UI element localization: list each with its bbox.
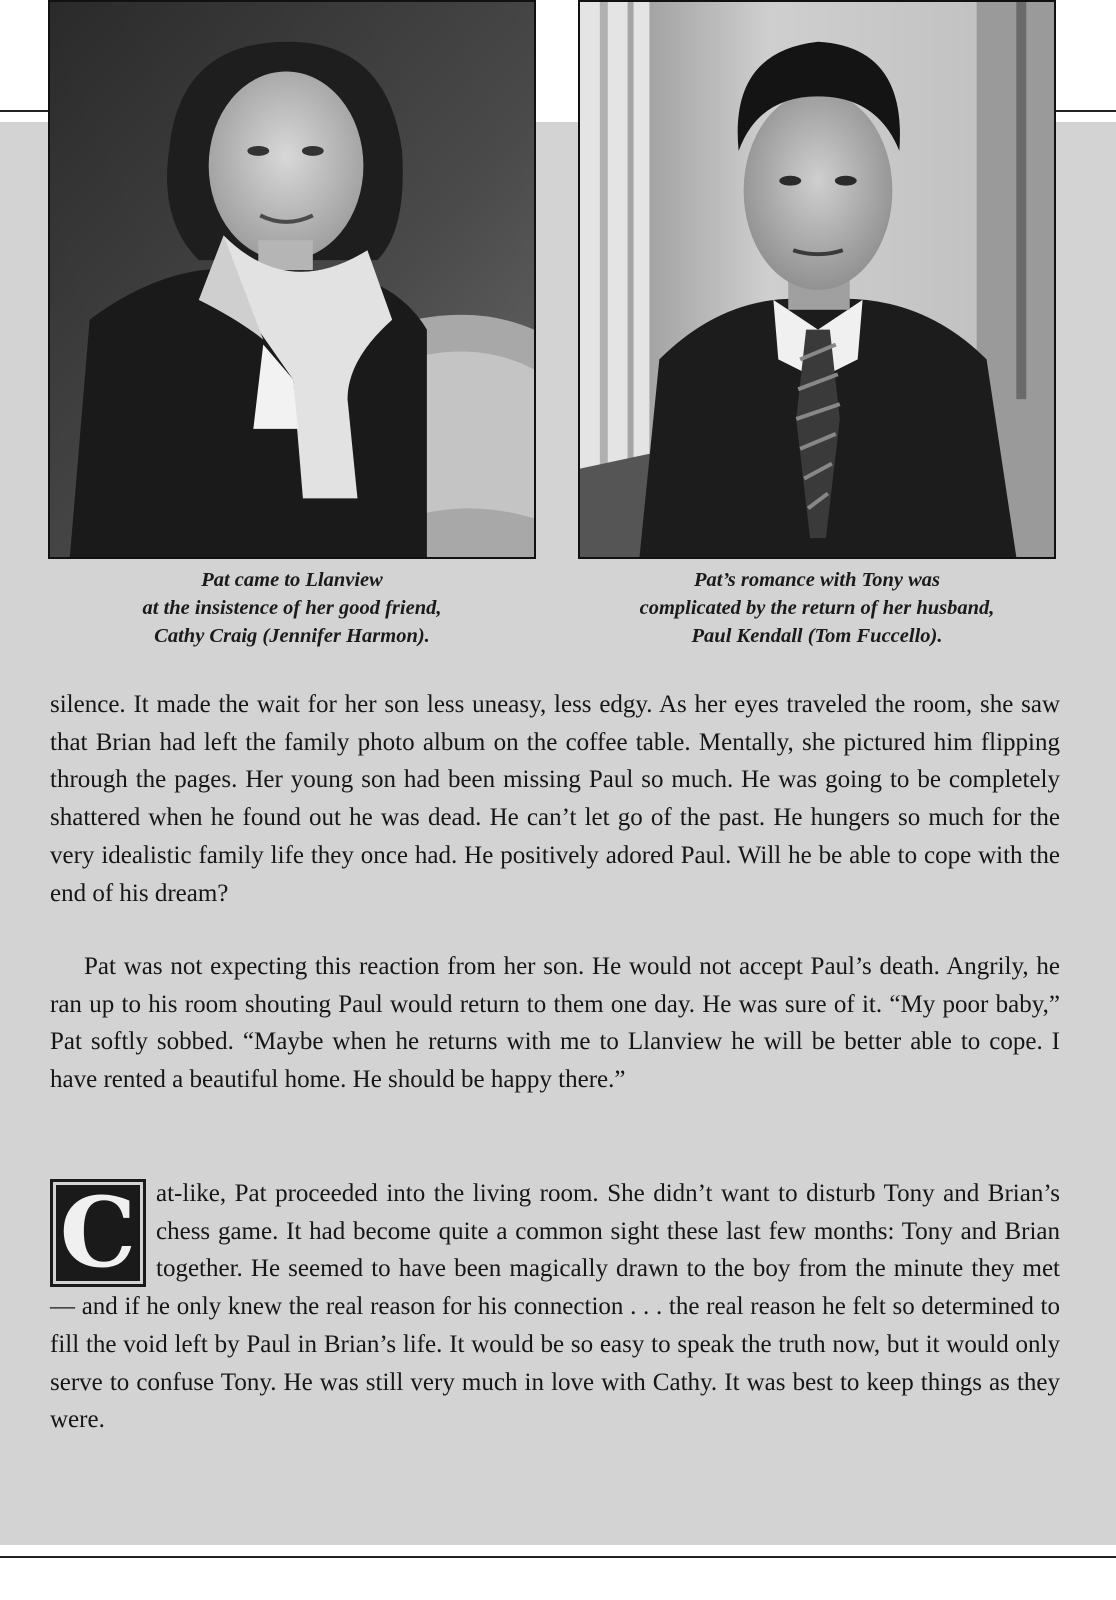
drop-cap bbox=[50, 1176, 146, 1289]
paragraph-3-text: at-like, Pat proceeded into the living room. She didn’t want to disturb Tony and Brian’s chess game. It had become quite a common sight these last few months: Tony and Brian together. He seemed to have been magically drawn to the boy from the minute they met — and if he only knew the real reason for his connection . . . the real reason he felt so determined to fill the void left by Paul in Brian’s life. It would be so easy to speak the truth now, but it would only serve to confuse Tony. He was still very much in love with Cathy. It was best to keep things as they were. bbox=[50, 1180, 1060, 1434]
article-paragraph-1 bbox=[50, 686, 1060, 912]
caption-right-line-2: complicated by the return of her husband, bbox=[639, 597, 995, 619]
caption-left-line-3: Cathy Craig (Jennifer Harmon). bbox=[154, 625, 430, 647]
top-rule-left bbox=[0, 110, 50, 112]
caption-left-line-2: at the insistence of her good friend, bbox=[142, 597, 442, 619]
man-photo-icon bbox=[578, 0, 1056, 559]
caption-right-line-1: Pat’s romance with Tony was bbox=[693, 569, 941, 591]
article-paragraph-3 bbox=[50, 1175, 1060, 1439]
bottom-rule bbox=[0, 1556, 1116, 1558]
paragraph-2-text: Pat was not expecting this reaction from her son. He would not accept Paul’s death. Angrily, he ran up to his room shouting Paul would return to them one day. He was sure of it. “My poor baby,” Pat softly sobbed. “Maybe when he returns with me to Llanview he will be better able to cope. I have rented a beautiful home. He should be happy there.” bbox=[50, 953, 1060, 1094]
photo-caption-right bbox=[578, 566, 1056, 650]
drop-cap-letter: C bbox=[59, 1176, 137, 1289]
caption-right-line-3: Paul Kendall (Tom Fuccello). bbox=[691, 625, 943, 647]
paragraph-1-text: silence. It made the wait for her son less uneasy, less edgy. As her eyes traveled the room, she saw that Brian had left the family photo album on the coffee table. Mentally, she pictured him flipping through the pages. Her young son had been missing Paul so much. He was going to be completely shattered when he found out he was dead. He can’t let go of the past. He hungers so much for the very idealistic family life they once had. He positively adored Paul. Will he be able to cope with the end of his dream? bbox=[50, 691, 1060, 907]
caption-left-line-1: Pat came to Llanview bbox=[201, 569, 383, 591]
article-paragraph-2 bbox=[50, 948, 1060, 1099]
photo-caption-left bbox=[48, 566, 536, 650]
woman-photo-icon bbox=[48, 0, 536, 559]
